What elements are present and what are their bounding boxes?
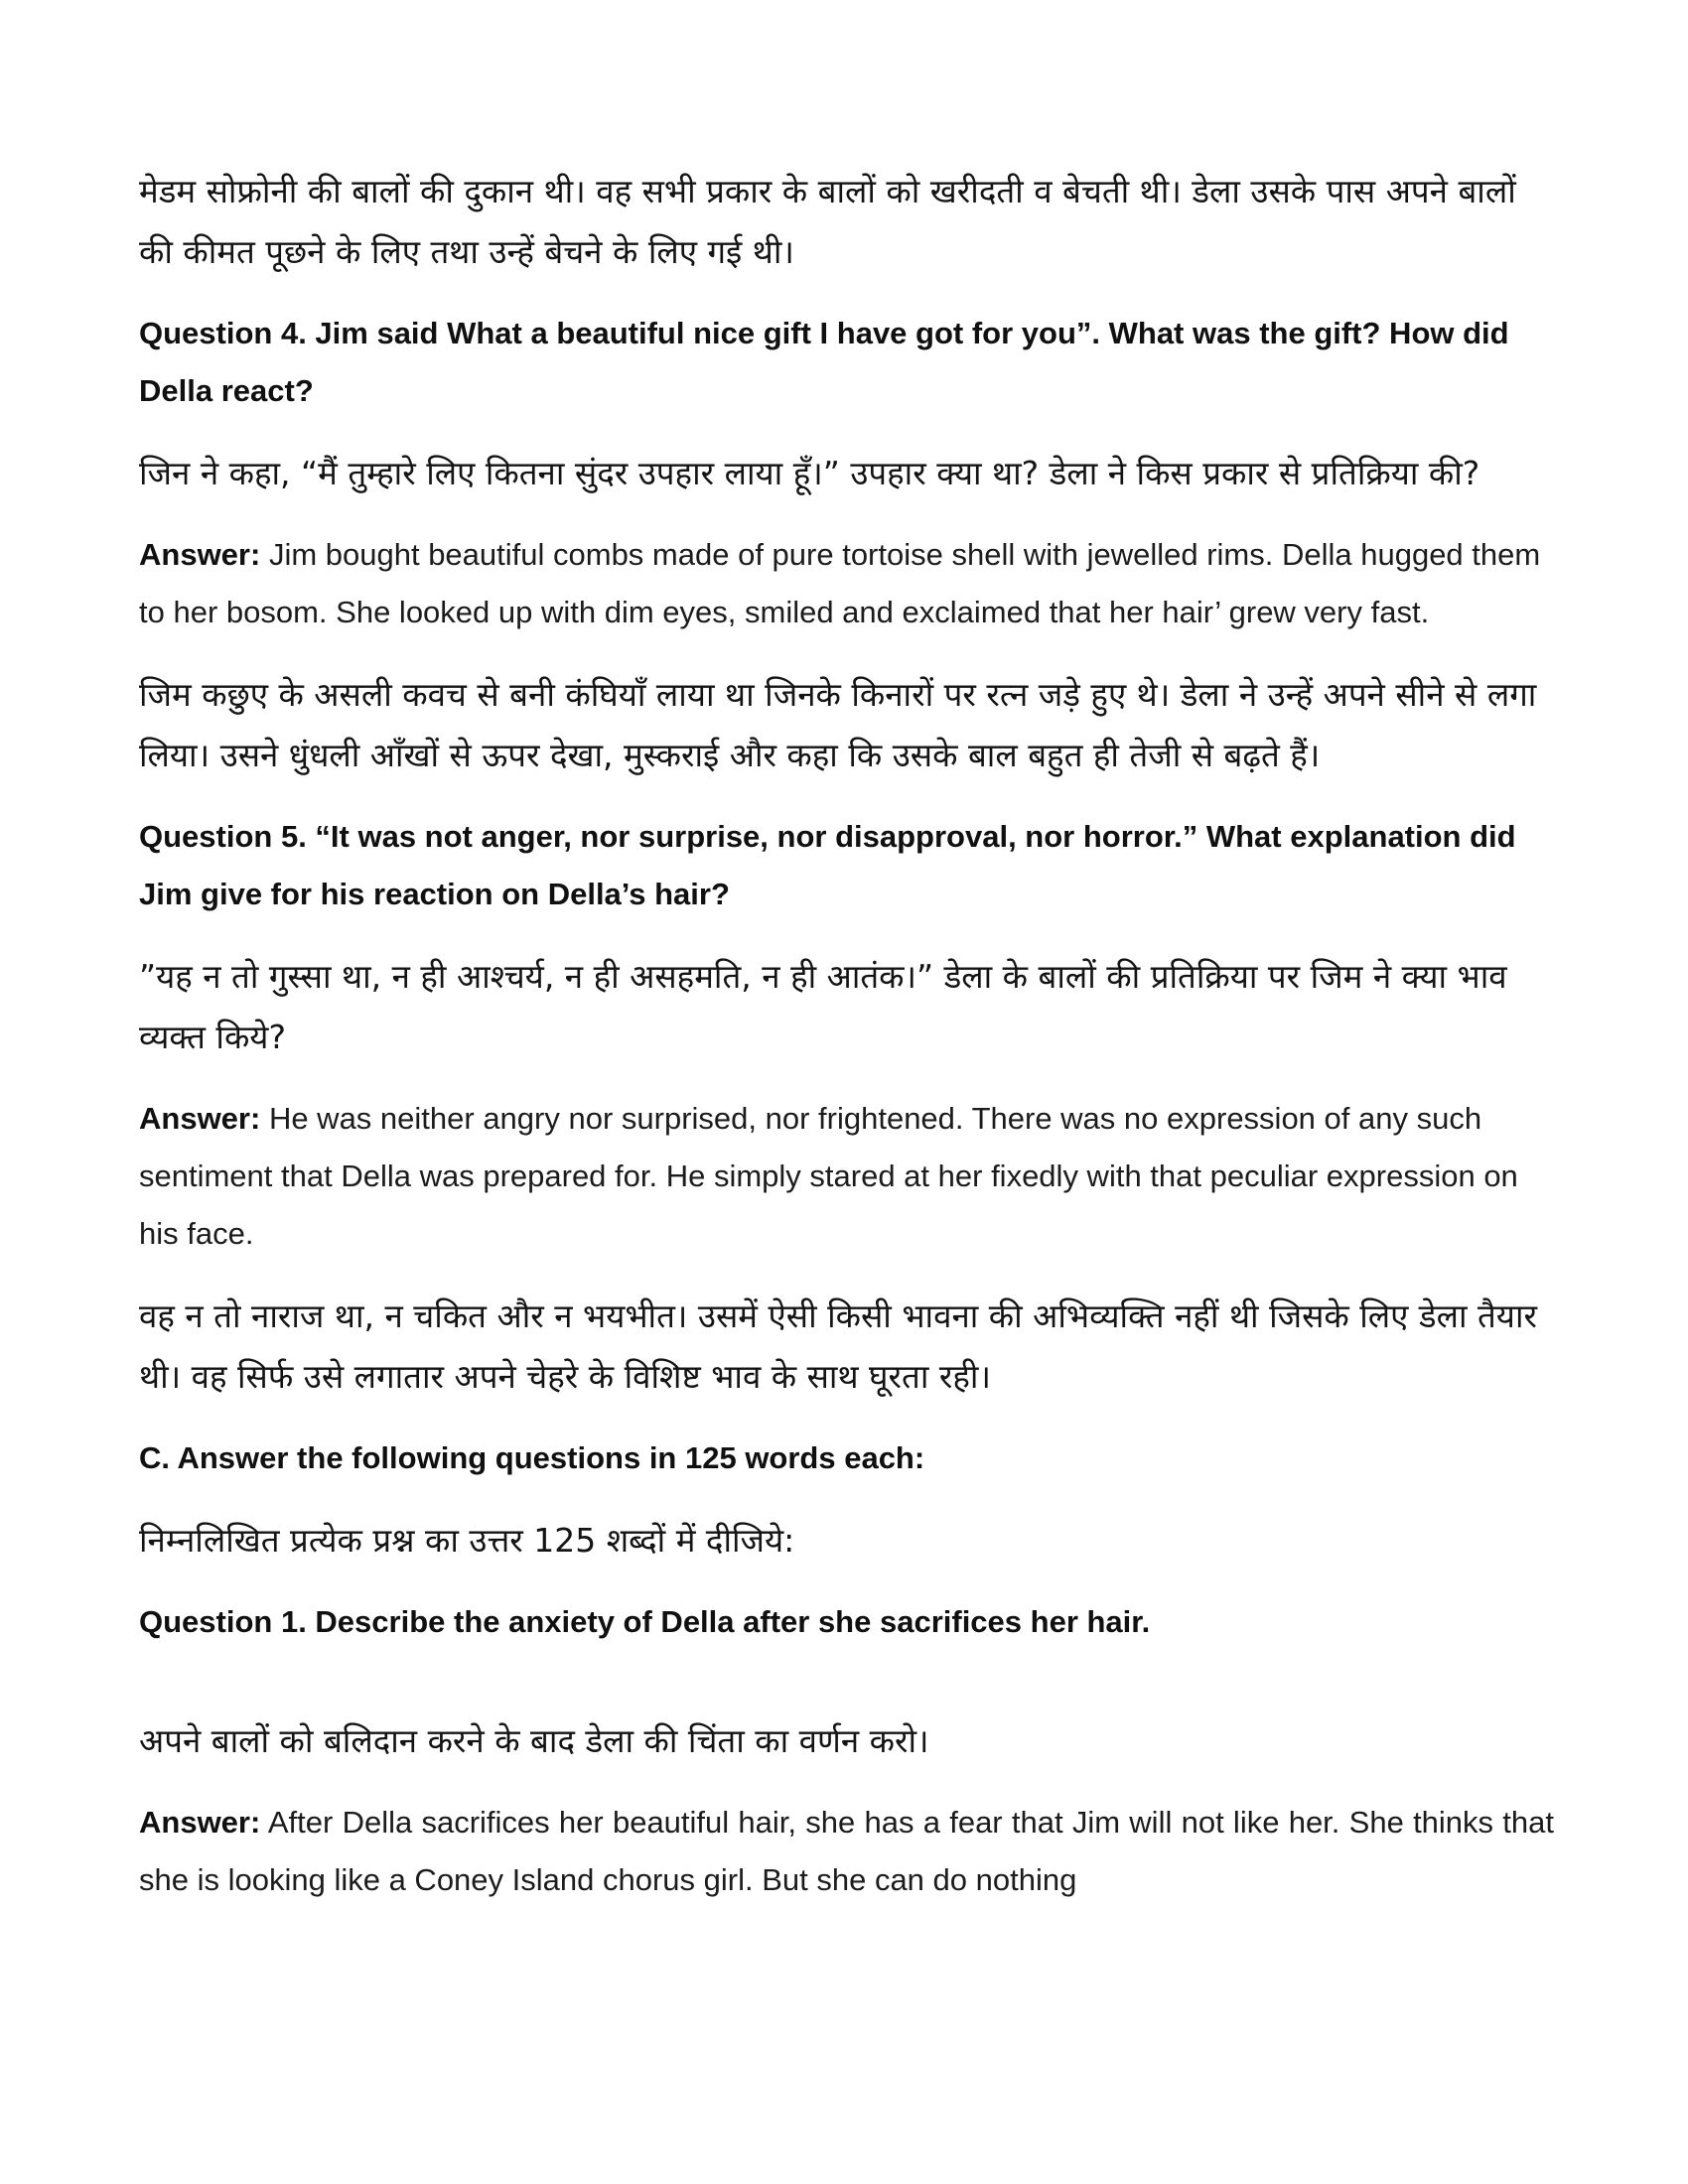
answer-paragraph (139, 526, 1554, 641)
answer-paragraph (139, 1090, 1554, 1263)
answer-text: After Della sacrifices her beautiful hair, she has a fear that Jim will not like her. She thinks that she is looking like a Coney Island chorus girl. But she can do nothing (139, 1805, 1555, 1897)
document-content (139, 161, 1554, 1909)
hindi-paragraph: जिन ने कहा, “मैं तुम्हारे लिए कितना सुंदर उपहार लाया हूँ।” उपहार क्या था? डेला ने किस प्रकार से प्रतिक्रिया की? (139, 454, 1480, 492)
answer-paragraph (139, 1794, 1554, 1909)
hindi-paragraph: ”यह न तो गुस्सा था, न ही आश्चर्य, न ही असहमति, न ही आतंक।” डेला के बालों की प्रतिक्रिया पर जिम ने क्या भाव व्यक्त किये? (139, 957, 1507, 1056)
answer-label: Answer: (139, 537, 261, 572)
answer-label: Answer: (139, 1101, 261, 1136)
hindi-paragraph: अपने बालों को बलिदान करने के बाद डेला की चिंता का वर्णन करो। (139, 1721, 929, 1760)
answer-label: Answer: (139, 1805, 261, 1840)
question-heading: C. Answer the following questions in 125 words each: (139, 1440, 925, 1475)
answer-text: Jim bought beautiful combs made of pure tortoise shell with jewelled rims. Della hugged them to her bosom. She looked up with dim eyes, smiled and exclaimed that her hair’ grew very fast. (139, 537, 1541, 629)
question-heading: Question 1. Describe the anxiety of Della after she sacrifices her hair. (139, 1604, 1151, 1639)
question-heading: Question 5. “It was not anger, nor surprise, nor disapproval, nor horror.” What explanation did Jim give for his reaction on Della’s hair? (139, 819, 1516, 911)
answer-text: He was neither angry nor surprised, nor frightened. There was no expression of any such sentiment that Della was prepared for. He simply stared at her fixedly with that peculiar expression on his face. (139, 1101, 1518, 1251)
document-page (139, 161, 1554, 1932)
hindi-paragraph: निम्नलिखित प्रत्येक प्रश्न का उत्तर 125 शब्दों में दीजिये: (139, 1521, 795, 1560)
hindi-paragraph: जिम कछुए के असली कवच से बनी कंघियाँ लाया था जिनके किनारों पर रत्न जड़े हुए थे। डेला ने उन्हें अपने सीने से लगा लिया। उसने धुंधली आँखों से ऊपर देखा, मुस्कराई और कहा कि उसके बाल बहुत ही तेजी से बढ़ते हैं। (139, 675, 1537, 774)
hindi-paragraph: वह न तो नाराज था, न चकित और न भयभीत। उसमें ऐसी किसी भावना की अभिव्यक्ति नहीं थी जिसके लिए डेला तैयार थी। वह सिर्फ उसे लगातार अपने चेहरे के विशिष्ट भाव के साथ घूरता रही। (139, 1297, 1537, 1396)
hindi-paragraph: मेडम सोफ्रोनी की बालों की दुकान थी। वह सभी प्रकार के बालों को खरीदती व बेचती थी। डेला उसके पास अपने बालों की कीमत पूछने के लिए तथा उन्हें बेचने के लिए गई थी। (139, 172, 1516, 271)
question-heading: Question 4. Jim said What a beautiful nice gift I have got for you”. What was the gift? How did Della react? (139, 316, 1509, 408)
